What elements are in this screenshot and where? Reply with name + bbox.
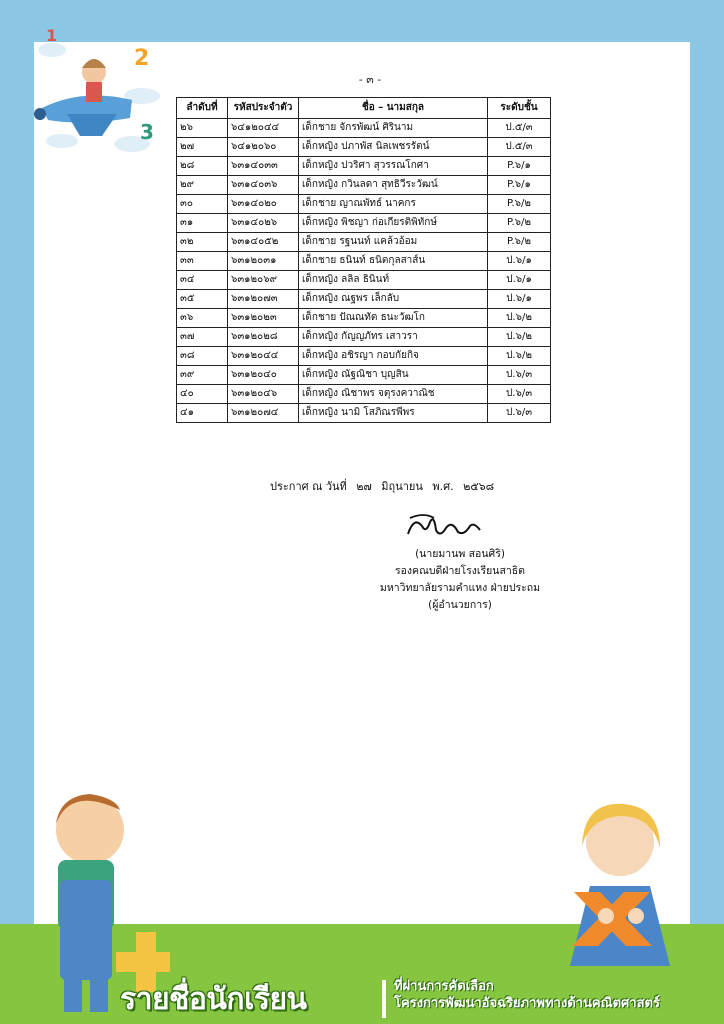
row-level: ป.๖/๓ xyxy=(488,366,551,385)
row-student-id: ๖๔๑๒๐๖๐ xyxy=(228,138,299,157)
banner-subtitle-line1: ที่ผ่านการคัดเลือก xyxy=(394,979,494,994)
table-row xyxy=(177,385,551,404)
row-order: ๔๑ xyxy=(177,404,228,423)
header-name: ชื่อ – นามสกุล xyxy=(299,98,488,119)
table-row xyxy=(177,233,551,252)
row-level: ป.๖/๓ xyxy=(488,404,551,423)
row-student-name: เด็กหญิง ณฐพร เล็กลับ xyxy=(299,290,488,309)
row-student-name: เด็กหญิง ปวริศา สุวรรณโกศา xyxy=(299,157,488,176)
row-order: ๓๖ xyxy=(177,309,228,328)
table-row xyxy=(177,309,551,328)
row-level: P.๖/๑ xyxy=(488,157,551,176)
banner-subtitle-line2: โครงการพัฒนาอัจฉริยภาพทางด้านคณิตศาสตร์ xyxy=(394,996,660,1011)
number-one-decoration: 1 xyxy=(46,26,58,45)
row-student-id: ๖๔๑๒๐๔๔ xyxy=(228,119,299,138)
row-student-id: ๖๓๑๒๐๒๓ xyxy=(228,309,299,328)
announcement-day: ๒๗ xyxy=(356,480,372,493)
table-row xyxy=(177,404,551,423)
row-level: P.๖/๒ xyxy=(488,214,551,233)
row-student-name: เด็กหญิง กวินลดา สุทธิวีระวัฒน์ xyxy=(299,176,488,195)
handwritten-signature xyxy=(404,510,484,544)
row-student-name: เด็กชาย ปัณณทัต ธนะวัฒโก xyxy=(299,309,488,328)
signatory-position: รองคณบดีฝ่ายโรงเรียนสาธิต xyxy=(394,565,526,577)
row-level: P.๖/๒ xyxy=(488,233,551,252)
row-level: ป.๖/๑ xyxy=(488,252,551,271)
row-student-id: ๖๓๑๒๐๖๙ xyxy=(228,271,299,290)
table-row xyxy=(177,252,551,271)
row-student-name: เด็กหญิง นามิ โสภิณรพีพร xyxy=(299,404,488,423)
row-student-name: เด็กหญิง ณัฐณิชา บุญสิน xyxy=(299,366,488,385)
signatory-organization: มหาวิทยาลัยรามคำแหง ฝ่ายประถม xyxy=(379,582,541,594)
table-row xyxy=(177,366,551,385)
row-order: ๓๙ xyxy=(177,366,228,385)
row-student-id: ๖๓๑๒๐๔๖ xyxy=(228,385,299,404)
girl-with-multiply-icon xyxy=(560,796,690,986)
row-student-id: ๖๓๑๔๐๓๖ xyxy=(228,176,299,195)
row-student-id: ๖๓๑๔๐๒๐ xyxy=(228,195,299,214)
table-row xyxy=(177,138,551,157)
row-student-name: เด็กหญิง อชิรญา กอบกัยกิจ xyxy=(299,347,488,366)
table-header-row xyxy=(177,98,551,119)
announcement-prefix: ประกาศ ณ วันที่ xyxy=(270,480,347,493)
row-order: ๓๒ xyxy=(177,233,228,252)
row-order: ๔๐ xyxy=(177,385,228,404)
row-level: ป.๖/๒ xyxy=(488,309,551,328)
row-level: ป.๖/๑ xyxy=(488,271,551,290)
banner-title: รายชื่อนักเรียน xyxy=(120,982,307,1017)
table-row xyxy=(177,157,551,176)
row-order: ๒๙ xyxy=(177,176,228,195)
row-student-name: เด็กชาย ธนินท์ ธนิตกุลสาส์น xyxy=(299,252,488,271)
page-number: - ๓ - xyxy=(358,73,382,86)
student-table xyxy=(176,97,551,423)
row-level: ป.๖/๑ xyxy=(488,290,551,309)
table-row xyxy=(177,176,551,195)
row-order: ๓๗ xyxy=(177,328,228,347)
banner-subtitle xyxy=(394,978,660,1012)
row-order: ๓๓ xyxy=(177,252,228,271)
row-student-name: เด็กหญิง พิชญา ก่อเกียรติพิทักษ์ xyxy=(299,214,488,233)
row-level: ป.๕/๓ xyxy=(488,138,551,157)
row-level: ป.๖/๓ xyxy=(488,385,551,404)
row-student-name: เด็กชาย จักรพัฒน์ ศิรินาม xyxy=(299,119,488,138)
row-student-id: ๖๓๑๒๐๗๓ xyxy=(228,290,299,309)
row-student-id: ๖๓๑๒๐๔๔ xyxy=(228,347,299,366)
row-level: P.๖/๒ xyxy=(488,195,551,214)
row-student-id: ๖๓๑๔๐๓๓ xyxy=(228,157,299,176)
table-row xyxy=(177,328,551,347)
table-row xyxy=(177,119,551,138)
announcement-date xyxy=(270,477,500,495)
header-level: ระดับชั้น xyxy=(488,98,551,119)
table-row xyxy=(177,195,551,214)
announcement-year: ๒๕๖๘ xyxy=(463,480,495,493)
row-level: ป.๖/๒ xyxy=(488,328,551,347)
row-student-name: เด็กหญิง ลลิล ธินินท์ xyxy=(299,271,488,290)
row-student-id: ๖๓๑๔๐๕๒ xyxy=(228,233,299,252)
row-level: ป.๕/๓ xyxy=(488,119,551,138)
row-student-name: เด็กหญิง ณิชาพร จตุรงควาณิช xyxy=(299,385,488,404)
row-order: ๓๐ xyxy=(177,195,228,214)
row-order: ๓๕ xyxy=(177,290,228,309)
table-row xyxy=(177,347,551,366)
signatory-block xyxy=(340,546,580,614)
row-student-id: ๖๓๑๔๐๒๖ xyxy=(228,214,299,233)
number-three-decoration: 3 xyxy=(140,120,154,144)
row-student-id: ๖๓๑๒๐๔๐ xyxy=(228,366,299,385)
row-level: ป.๖/๒ xyxy=(488,347,551,366)
table-row xyxy=(177,290,551,309)
row-student-id: ๖๓๑๒๐๒๘ xyxy=(228,328,299,347)
row-order: ๓๘ xyxy=(177,347,228,366)
row-level: P.๖/๑ xyxy=(488,176,551,195)
number-two-decoration: 2 xyxy=(134,46,150,71)
table-row xyxy=(177,271,551,290)
row-order: ๓๔ xyxy=(177,271,228,290)
signatory-name: (นายมานพ สอนศิริ) xyxy=(415,548,505,560)
row-order: ๒๗ xyxy=(177,138,228,157)
row-student-name: เด็กชาย รฐนนท์ แคล้วอ้อม xyxy=(299,233,488,252)
announcement-month: มิถุนายน xyxy=(381,480,423,493)
banner-divider xyxy=(382,980,386,1018)
row-order: ๒๘ xyxy=(177,157,228,176)
row-student-name: เด็กชาย ญาณพัทธ์ นาคกร xyxy=(299,195,488,214)
header-student-id: รหัสประจำตัว xyxy=(228,98,299,119)
header-order: ลำดับที่ xyxy=(177,98,228,119)
signatory-role: (ผู้อำนวยการ) xyxy=(428,599,492,611)
row-student-name: เด็กหญิง กัญญภัทร เสาวรา xyxy=(299,328,488,347)
table-row xyxy=(177,214,551,233)
row-order: ๓๑ xyxy=(177,214,228,233)
row-student-id: ๖๓๑๒๐๓๑ xyxy=(228,252,299,271)
row-student-name: เด็กหญิง ปภาพัส นิลเพชรรัตน์ xyxy=(299,138,488,157)
row-order: ๒๖ xyxy=(177,119,228,138)
announcement-era: พ.ศ. xyxy=(432,480,454,493)
row-student-id: ๖๓๑๒๐๗๔ xyxy=(228,404,299,423)
